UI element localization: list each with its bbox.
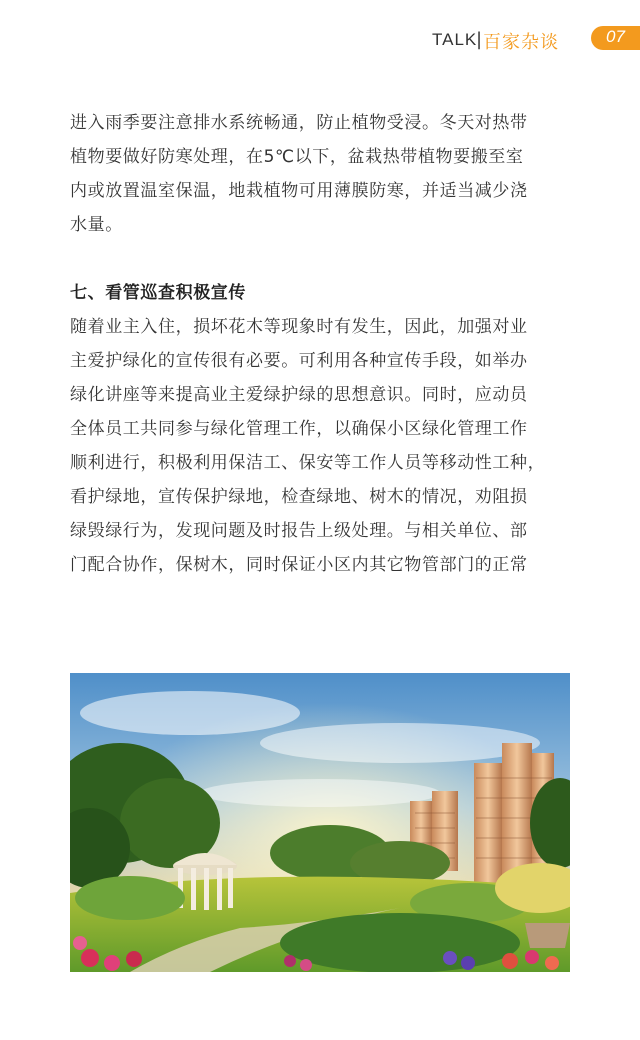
paragraph-1 (70, 106, 590, 242)
text-line: 顺利进行，积极利用保洁工、保安等工作人员等移动性工种， (70, 453, 546, 473)
article-body (70, 106, 590, 582)
text-line: 水量。 (70, 215, 123, 235)
residential-garden-photo (70, 673, 570, 972)
text-line: 随着业主入住，损坏花木等现象时有发生，因此，加强对业 (70, 317, 528, 337)
paragraph-2 (70, 310, 590, 582)
section-heading: 七、看管巡查积极宣传 (70, 283, 246, 303)
page-header (0, 26, 640, 54)
text-line: 绿化讲座等来提高业主爱绿护绿的思想意识。同时，应动员 (70, 385, 528, 405)
text-line: 植物要做好防寒处理，在5℃以下，盆栽热带植物要搬至室 (70, 147, 524, 167)
text-line: 门配合协作，保树木，同时保证小区内其它物管部门的正常 (70, 555, 528, 575)
section-label-cn: 百家杂谈 (483, 32, 559, 53)
text-line: 内或放置温室保温，地栽植物可用薄膜防寒，并适当减少浇 (70, 181, 528, 201)
section-label-en: TALK (432, 30, 478, 49)
text-line: 看护绿地，宣传保护绿地，检查绿地、树木的情况，劝阻损 (70, 487, 528, 507)
header-separator: | (476, 29, 483, 50)
page-number: 07 (606, 27, 625, 46)
text-line: 主爱护绿化的宣传很有必要。可利用各种宣传手段，如举办 (70, 351, 528, 371)
text-line: 绿毁绿行为，发现问题及时报告上级处理。与相关单位、部 (70, 521, 528, 541)
text-line: 进入雨季要注意排水系统畅通，防止植物受浸。冬天对热带 (70, 113, 528, 133)
text-line: 全体员工共同参与绿化管理工作，以确保小区绿化管理工作 (70, 419, 528, 439)
